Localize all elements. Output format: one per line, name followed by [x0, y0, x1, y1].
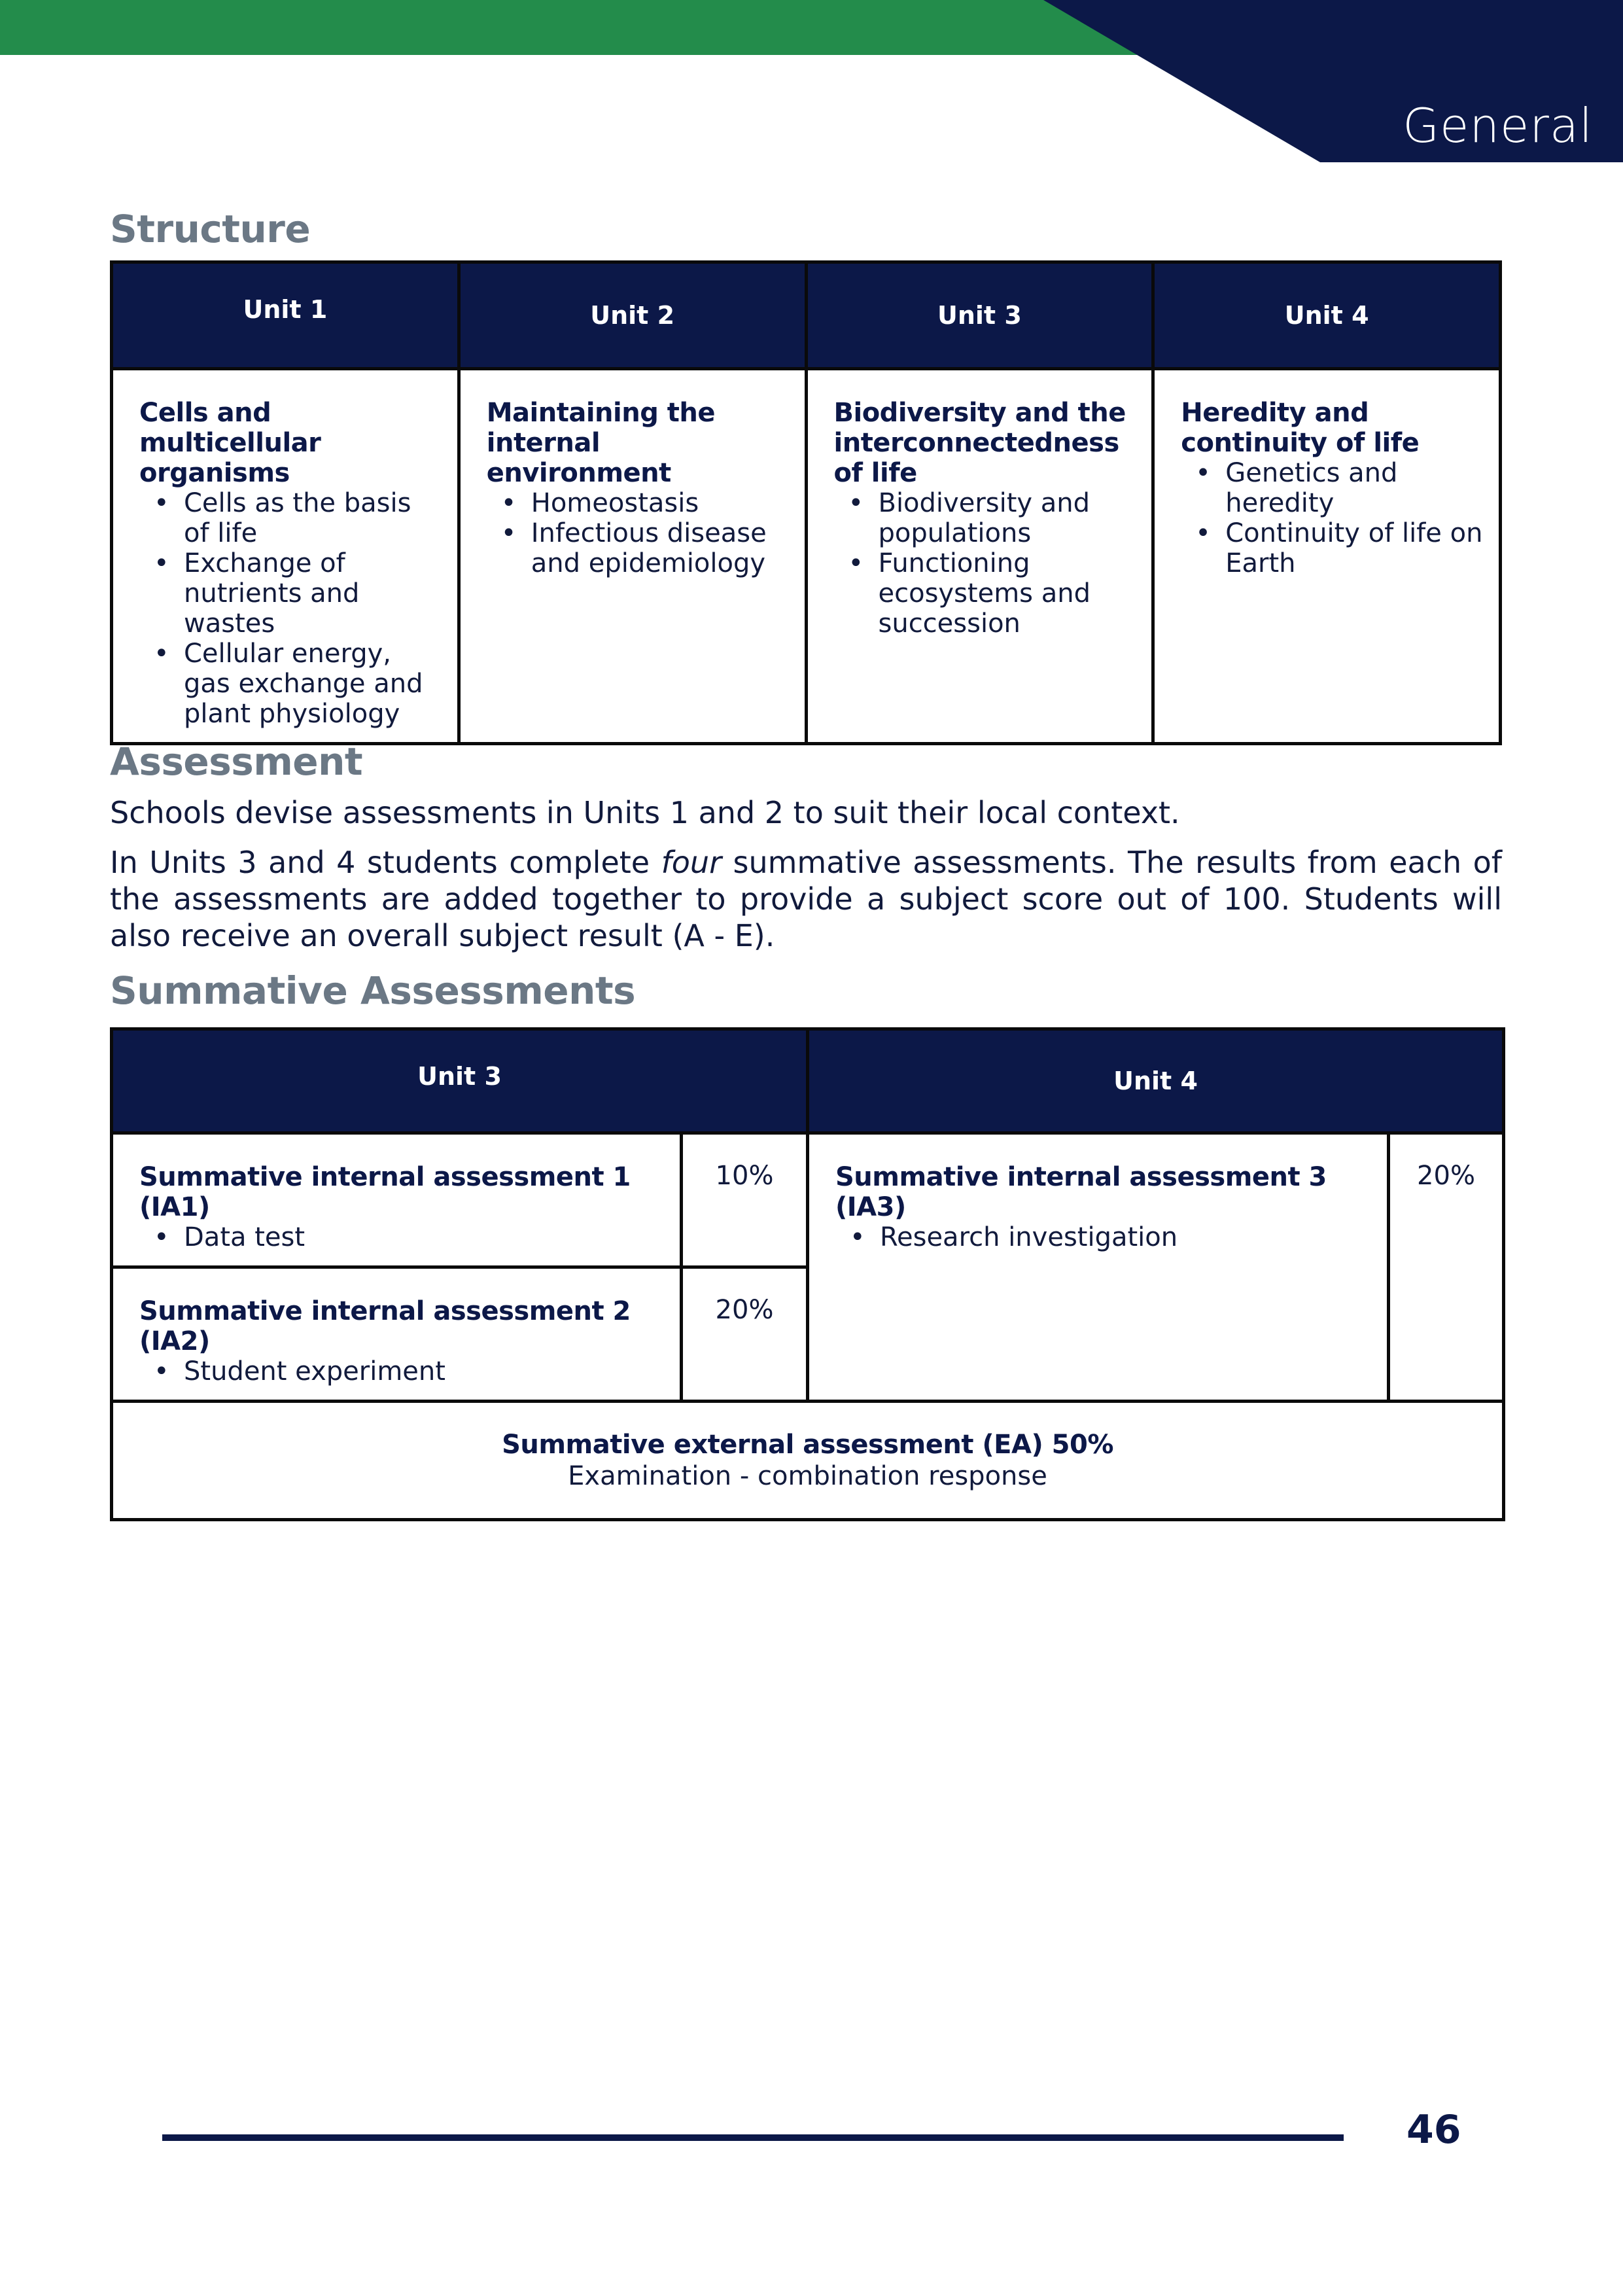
summative-ea-row	[112, 1402, 1504, 1520]
structure-unit-2-header: Unit 2	[459, 262, 806, 369]
ia2-cell	[112, 1267, 682, 1402]
summative-header-row	[112, 1029, 1504, 1133]
assessment-paragraph-2-text: summative assessments. The results from each of the assessments are added together to provide a subject score out of 100. Students will also receive an overall subject result (A - E).	[110, 845, 1502, 953]
assessment-paragraph-2	[110, 844, 1502, 954]
unit-4-topic: • Continuity of life on Earth	[1225, 518, 1486, 578]
ia2-list	[139, 1356, 667, 1386]
structure-unit-3-cell	[806, 369, 1153, 744]
ia2-weight: 20%	[682, 1267, 808, 1402]
structure-unit-1-header: Unit 1	[112, 262, 459, 369]
page-number: 46	[1406, 2107, 1461, 2153]
summative-unit-4-header: Unit 4	[808, 1029, 1504, 1133]
structure-unit-1-cell	[112, 369, 459, 744]
summative-heading: Summative Assessments	[110, 968, 636, 1013]
structure-unit-4-header: Unit 4	[1153, 262, 1501, 369]
structure-content-row	[112, 369, 1501, 744]
structure-header-row	[112, 262, 1501, 369]
ia3-weight: 20%	[1389, 1133, 1504, 1402]
unit-4-topic: • Genetics and heredity	[1225, 458, 1486, 518]
unit-1-topic-list	[139, 488, 444, 729]
structure-table	[110, 260, 1502, 745]
ia3-title: Summative internal assessment 3 (IA3)	[835, 1162, 1327, 1222]
unit-3-topic: • Functioning ecosystems and succession	[879, 548, 1139, 639]
unit-2-topic-list	[487, 488, 792, 578]
summative-row-1	[112, 1133, 1504, 1267]
unit-1-title: Cells and multicellular organisms	[139, 398, 321, 488]
summative-unit-3-header: Unit 3	[112, 1029, 808, 1133]
unit-1-topic: • Cells as the basis of life	[184, 488, 444, 548]
structure-unit-4-cell	[1153, 369, 1501, 744]
structure-heading: Structure	[110, 207, 311, 251]
unit-4-topic-list	[1181, 458, 1486, 578]
structure-unit-3-header: Unit 3	[806, 262, 1153, 369]
unit-3-topic-list	[834, 488, 1139, 639]
ia1-title: Summative internal assessment 1 (IA1)	[139, 1162, 631, 1222]
assessment-paragraph-2-emphasis: four	[661, 845, 722, 880]
structure-unit-2-cell	[459, 369, 806, 744]
assessment-paragraph-1: Schools devise assessments in Units 1 and 2 to suit their local context.	[110, 795, 1180, 830]
assessment-heading: Assessment	[110, 739, 363, 784]
unit-2-title: Maintaining the internal environment	[486, 398, 716, 488]
footer-rule	[162, 2134, 1344, 2141]
unit-3-title: Biodiversity and the interconnectedness of life	[833, 398, 1126, 488]
ea-description: Examination - combination response	[568, 1461, 1047, 1491]
ia2-item: • Student experiment	[184, 1356, 667, 1386]
unit-2-topic: • Homeostasis	[531, 488, 792, 518]
assessment-paragraph-2-text: In Units 3 and 4 students complete	[110, 845, 661, 880]
header-label: General	[1403, 98, 1593, 153]
header-navy-banner	[0, 0, 1623, 162]
ia3-cell	[808, 1133, 1389, 1402]
ia1-weight: 10%	[682, 1133, 808, 1267]
unit-3-topic: • Biodiversity and populations	[879, 488, 1139, 548]
ia3-list	[835, 1222, 1374, 1252]
ea-cell	[112, 1402, 1504, 1520]
ea-title: Summative external assessment (EA) 50%	[502, 1430, 1113, 1460]
unit-2-topic: • Infectious disease and epidemiology	[531, 518, 792, 578]
unit-1-topic: • Cellular energy, gas exchange and plant physiology	[184, 639, 444, 729]
summative-table	[110, 1027, 1505, 1521]
ia1-list	[139, 1222, 667, 1252]
unit-4-title: Heredity and continuity of life	[1181, 398, 1420, 458]
ia1-item: • Data test	[184, 1222, 667, 1252]
ia3-item: • Research investigation	[880, 1222, 1374, 1252]
unit-1-topic: • Exchange of nutrients and wastes	[184, 548, 444, 639]
ia1-cell	[112, 1133, 682, 1267]
ia2-title: Summative internal assessment 2 (IA2)	[139, 1296, 631, 1356]
